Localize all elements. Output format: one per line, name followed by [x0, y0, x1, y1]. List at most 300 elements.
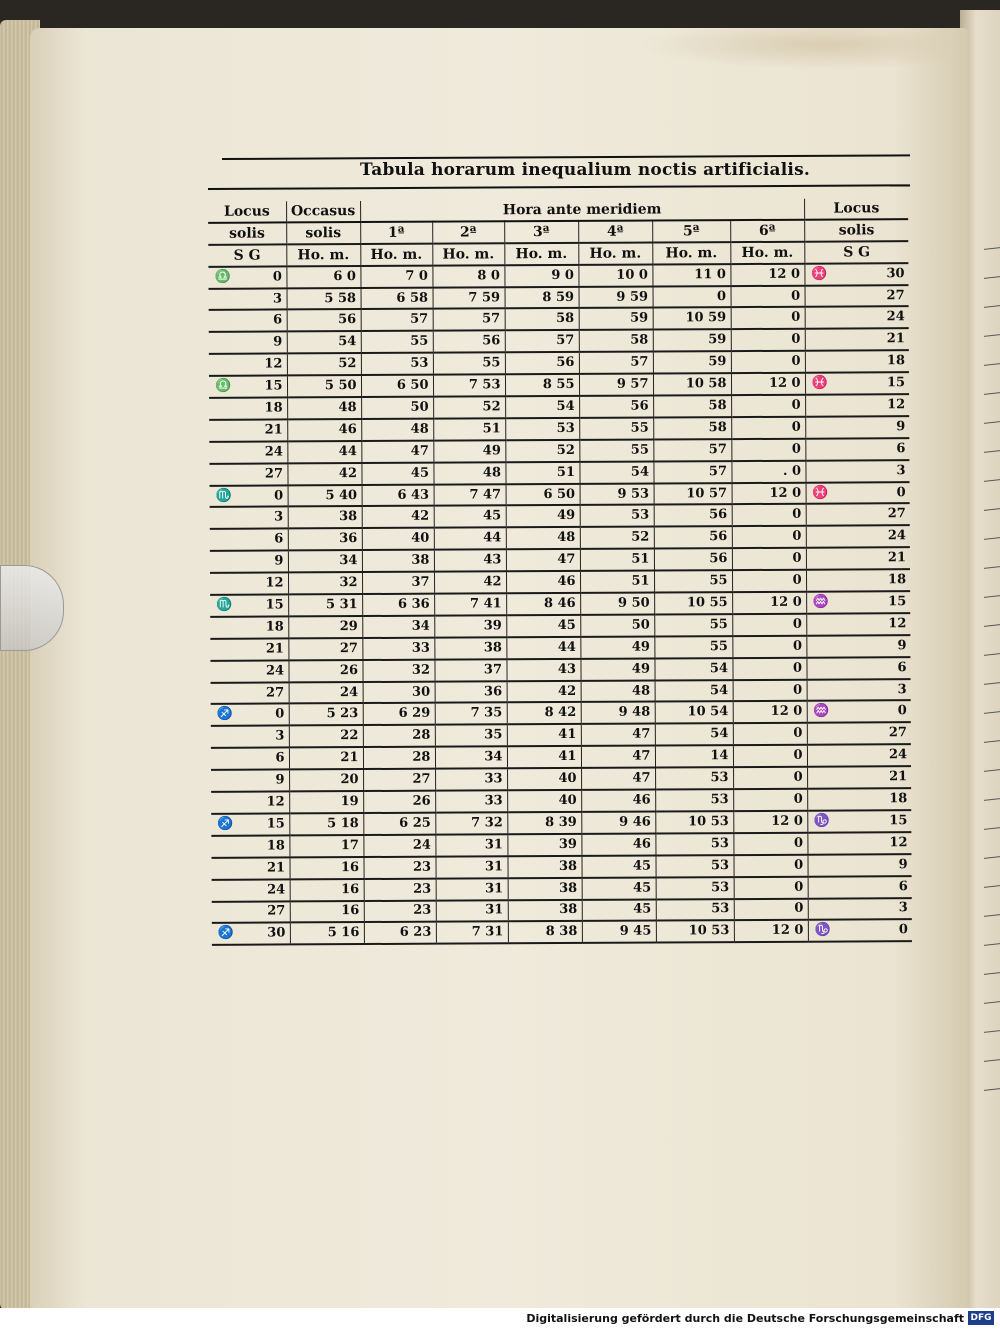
- degree-value: 24: [267, 881, 286, 898]
- cell-hour-3: 54: [505, 396, 579, 418]
- cell-hour-3: 44: [506, 637, 580, 659]
- cell-locus-right: [806, 635, 910, 657]
- degree-value: 27: [887, 506, 906, 522]
- cell-hour-1: 6 29: [363, 703, 435, 725]
- cell-hour-5: 57: [653, 439, 731, 461]
- degree-value: 15: [889, 813, 908, 829]
- degree-value: 0: [275, 706, 285, 722]
- cell-hour-4: 10 0: [578, 264, 652, 286]
- cell-occasus: 44: [287, 441, 361, 463]
- cell-hour-4: 48: [581, 680, 655, 702]
- cell-occasus: 38: [288, 507, 362, 529]
- cell-hour-2: 42: [434, 571, 506, 593]
- cell-hour-5: 0: [653, 286, 731, 308]
- zodiac-sign: ♐: [217, 926, 235, 942]
- cell-occasus: 22: [289, 725, 363, 747]
- header-solis-right: solis: [804, 219, 908, 241]
- cell-hour-3: 49: [506, 505, 580, 527]
- degree-value: 21: [886, 331, 905, 347]
- degree-value: 9: [274, 553, 284, 569]
- zodiac-sign: ♏: [215, 488, 232, 504]
- cell-hour-1: 6 43: [362, 484, 434, 506]
- cell-hour-2: 51: [433, 418, 505, 440]
- cell-locus-left: [210, 551, 288, 573]
- cell-locus-left: [208, 266, 286, 288]
- cell-locus-right: [808, 920, 912, 942]
- cell-hour-3: 51: [505, 462, 579, 484]
- header-hom-5: Ho. m.: [652, 242, 730, 264]
- cell-hour-6: 12 0: [733, 701, 807, 723]
- cell-hour-1: 30: [363, 681, 435, 703]
- cell-hour-2: 38: [434, 637, 506, 659]
- cell-hour-6: 0: [731, 417, 805, 439]
- cell-hour-5: 55: [654, 570, 732, 592]
- cell-hour-2: 43: [434, 550, 506, 572]
- degree-value: 12: [266, 794, 285, 810]
- cell-locus-left: [209, 397, 287, 419]
- cell-locus-right: [806, 504, 910, 526]
- cell-hour-4: 9 53: [580, 483, 654, 505]
- cell-hour-2: 37: [434, 659, 506, 681]
- cell-occasus: 42: [287, 463, 361, 485]
- header-sg-left: S G: [208, 244, 286, 266]
- hours-table: [208, 198, 912, 946]
- cell-hour-2: 7 59: [433, 287, 505, 309]
- cell-locus-left: [210, 660, 288, 682]
- cell-hour-3: 40: [507, 790, 581, 812]
- degree-value: 18: [264, 400, 283, 416]
- cell-hour-2: 34: [435, 747, 507, 769]
- cell-hour-5: 54: [655, 680, 733, 702]
- cell-hour-6: 0: [731, 395, 805, 417]
- cell-hour-3: 6 50: [506, 483, 580, 505]
- header-hom-1: Ho. m.: [360, 243, 432, 265]
- cell-hour-4: 47: [581, 724, 655, 746]
- header-hour-1: 1ª: [360, 222, 432, 244]
- cell-occasus: 46: [287, 419, 361, 441]
- zodiac-sign: ♐: [217, 816, 234, 832]
- cell-hour-5: 14: [655, 745, 733, 767]
- degree-value: 18: [265, 619, 284, 635]
- cell-occasus: 5 58: [287, 288, 361, 310]
- cell-hour-4: 49: [580, 636, 654, 658]
- cell-occasus: 16: [290, 901, 364, 923]
- cell-hour-5: 53: [655, 855, 733, 877]
- cell-hour-2: 55: [433, 353, 505, 375]
- cell-hour-1: 55: [361, 331, 433, 353]
- cell-locus-right: [807, 788, 911, 810]
- degree-value: 6: [275, 750, 285, 766]
- cell-locus-right: [807, 679, 911, 701]
- cell-occasus: 48: [287, 397, 361, 419]
- cell-hour-5: 56: [654, 526, 732, 548]
- degree-value: 18: [266, 838, 285, 854]
- cell-hour-6: 0: [732, 504, 806, 526]
- cell-locus-right: [807, 723, 911, 745]
- degree-value: 12: [265, 575, 284, 591]
- cell-hour-1: 6 25: [363, 813, 435, 835]
- cell-hour-5: 58: [653, 395, 731, 417]
- cell-locus-right: [807, 657, 911, 679]
- cell-locus-right: [805, 438, 909, 460]
- cell-hour-4: 45: [582, 877, 656, 899]
- cell-hour-5: 10 53: [656, 920, 734, 942]
- cell-hour-4: 9 46: [581, 811, 655, 833]
- degree-value: 3: [272, 290, 283, 306]
- cell-hour-3: 9 0: [504, 265, 578, 287]
- degree-value: 6: [897, 659, 907, 675]
- table-title: Tabula horarum inequalium noctis artificialis.: [360, 160, 810, 180]
- cell-locus-right: [805, 285, 909, 307]
- cell-hour-2: 49: [433, 440, 505, 462]
- cell-hour-4: 9 57: [579, 374, 653, 396]
- degree-value: 27: [265, 684, 285, 701]
- cell-hour-5: 10 59: [653, 308, 731, 330]
- cell-occasus: 56: [287, 309, 361, 331]
- degree-value: 9: [273, 334, 283, 350]
- cell-locus-right: [805, 394, 909, 416]
- cell-hour-4: 9 48: [581, 702, 655, 724]
- degree-value: 15: [266, 816, 285, 832]
- cell-hour-4: 52: [580, 527, 654, 549]
- cell-hour-3: 43: [506, 659, 580, 681]
- degree-value: 21: [887, 550, 907, 566]
- cell-hour-2: 7 47: [434, 484, 506, 506]
- cell-locus-left: [212, 879, 290, 901]
- header-hour-6: 6ª: [730, 220, 804, 242]
- cell-locus-right: [805, 329, 909, 351]
- cell-occasus: 17: [289, 835, 363, 857]
- cell-hour-4: 9 50: [580, 593, 654, 615]
- cell-locus-left: [212, 901, 290, 923]
- cell-hour-4: 51: [580, 571, 654, 593]
- header-hour-4: 4ª: [578, 220, 652, 242]
- degree-value: 15: [888, 594, 907, 610]
- header-locus-right: Locus: [804, 198, 908, 219]
- cell-locus-left: [210, 485, 288, 507]
- cell-locus-right: [807, 810, 911, 832]
- cell-hour-6: 0: [731, 351, 805, 373]
- cell-hour-1: 33: [362, 637, 434, 659]
- cell-locus-right: [806, 569, 910, 591]
- degree-value: 9: [275, 772, 285, 788]
- degree-value: 21: [266, 860, 286, 876]
- zodiac-sign: ♓: [810, 266, 828, 282]
- cell-hour-3: 52: [505, 440, 579, 462]
- table-body: [208, 263, 912, 945]
- header-occasus: Occasus: [286, 201, 360, 222]
- cell-hour-2: 31: [436, 878, 508, 900]
- cell-hour-6: 0: [732, 526, 806, 548]
- cell-occasus: 24: [289, 682, 363, 704]
- degree-value: 12: [264, 356, 283, 372]
- cell-hour-1: 53: [361, 353, 433, 375]
- cell-locus-left: [210, 594, 288, 616]
- cell-hour-6: 0: [734, 876, 808, 898]
- cell-hour-3: 39: [507, 834, 581, 856]
- cell-occasus: 5 50: [287, 375, 361, 397]
- degree-value: 0: [897, 703, 907, 719]
- cell-hour-2: 57: [433, 309, 505, 331]
- cell-hour-1: 6 36: [362, 594, 434, 616]
- cell-occasus: 16: [289, 857, 363, 879]
- cell-locus-left: [210, 616, 288, 638]
- cell-locus-right: [807, 744, 911, 766]
- cell-locus-left: [211, 770, 289, 792]
- cell-locus-left: [209, 332, 287, 354]
- cell-hour-3: 8 59: [505, 286, 579, 308]
- cell-hour-2: 7 31: [436, 922, 508, 944]
- cell-hour-3: 47: [506, 549, 580, 571]
- cell-locus-right: [805, 460, 909, 482]
- degree-value: 3: [896, 462, 906, 478]
- cell-locus-left: [211, 813, 289, 835]
- cell-hour-1: 6 58: [361, 287, 433, 309]
- zodiac-sign: ♑: [814, 922, 831, 939]
- cell-hour-6: 0: [733, 767, 807, 789]
- cell-hour-5: 55: [654, 614, 732, 636]
- degree-value: 27: [267, 903, 286, 919]
- footer: [0, 1308, 1000, 1329]
- cell-hour-2: 31: [435, 856, 507, 878]
- cell-occasus: 16: [290, 879, 364, 901]
- degree-value: 0: [896, 484, 906, 500]
- cell-locus-left: [211, 835, 289, 857]
- cell-hour-4: 9 59: [579, 286, 653, 308]
- cell-occasus: 5 31: [288, 594, 362, 616]
- cell-locus-left: [209, 376, 287, 398]
- degree-value: 12: [887, 397, 906, 413]
- cell-hour-1: 28: [363, 725, 435, 747]
- cell-hour-1: 6 50: [361, 375, 433, 397]
- cell-hour-3: 8 55: [505, 374, 579, 396]
- cell-hour-5: 53: [655, 767, 733, 789]
- cell-hour-1: 28: [363, 747, 435, 769]
- cell-hour-5: 53: [656, 899, 734, 921]
- cell-locus-left: [209, 463, 287, 485]
- degree-value: 3: [274, 509, 284, 525]
- degree-value: 27: [888, 725, 907, 741]
- cell-hour-6: 12 0: [730, 263, 804, 285]
- degree-value: 21: [889, 769, 908, 785]
- cell-occasus: 27: [288, 638, 362, 660]
- cell-hour-5: 58: [653, 417, 731, 439]
- header-hom-2: Ho. m.: [432, 243, 504, 265]
- cell-hour-4: 56: [579, 396, 653, 418]
- cell-hour-6: 0: [733, 833, 807, 855]
- cell-locus-right: [805, 350, 909, 372]
- cell-locus-right: [808, 854, 912, 876]
- cell-hour-6: 12 0: [732, 482, 806, 504]
- cell-hour-3: 41: [507, 724, 581, 746]
- cell-locus-right: [806, 613, 910, 635]
- cell-hour-5: 10 58: [653, 373, 731, 395]
- cell-hour-2: 33: [435, 790, 507, 812]
- cell-hour-6: 0: [734, 898, 808, 920]
- cell-hour-3: 38: [508, 878, 582, 900]
- cell-hour-5: 53: [655, 789, 733, 811]
- cell-occasus: 5 18: [289, 813, 363, 835]
- header-hom-4: Ho. m.: [578, 242, 652, 264]
- header-hom-occasus: Ho. m.: [286, 244, 360, 266]
- cell-hour-3: 38: [508, 899, 582, 921]
- cell-hour-1: 23: [364, 900, 436, 922]
- cell-hour-1: 48: [361, 419, 433, 441]
- cell-hour-4: 55: [579, 439, 653, 461]
- cell-locus-left: [209, 354, 287, 376]
- header-solis-left: solis: [208, 222, 286, 244]
- degree-value: 18: [887, 572, 907, 588]
- cell-hour-2: 7 32: [435, 812, 507, 834]
- cell-hour-6: 0: [731, 285, 805, 307]
- cell-hour-3: 56: [505, 352, 579, 374]
- cell-hour-5: 56: [654, 548, 732, 570]
- cell-hour-3: 40: [507, 768, 581, 790]
- cell-hour-6: 0: [732, 570, 806, 592]
- cell-occasus: 6 0: [286, 266, 360, 288]
- cell-hour-5: 10 53: [655, 811, 733, 833]
- cell-locus-right: [806, 482, 910, 504]
- header-hom-3: Ho. m.: [504, 243, 578, 265]
- degree-value: 3: [898, 900, 908, 916]
- cell-hour-3: 8 39: [507, 812, 581, 834]
- cell-occasus: 21: [289, 747, 363, 769]
- facing-page-table-lines: [984, 220, 1000, 1120]
- cell-hour-4: 55: [579, 417, 653, 439]
- paper-stain: [640, 28, 950, 70]
- cell-hour-6: 12 0: [733, 811, 807, 833]
- degree-value: 21: [264, 422, 283, 438]
- cell-locus-left: [209, 419, 287, 441]
- degree-value: 15: [264, 378, 283, 394]
- cell-hour-2: 35: [435, 725, 507, 747]
- cell-hour-2: 7 35: [435, 703, 507, 725]
- cell-hour-4: 47: [581, 746, 655, 768]
- dfg-logo: DFG: [968, 1311, 994, 1325]
- cell-occasus: 5 40: [288, 485, 362, 507]
- header-locus-left: Locus: [208, 201, 286, 222]
- degree-value: 6: [274, 531, 284, 547]
- cell-locus-left: [209, 288, 287, 310]
- cell-hour-6: 0: [733, 679, 807, 701]
- cell-occasus: 5 16: [290, 922, 364, 944]
- degree-value: 27: [886, 287, 905, 303]
- cell-hour-4: 45: [582, 899, 656, 921]
- cell-locus-right: [808, 876, 912, 898]
- header-sg-right: S G: [804, 241, 908, 263]
- cell-hour-6: 0: [732, 614, 806, 636]
- cell-hour-4: 9 45: [582, 921, 656, 943]
- cell-hour-5: 10 57: [654, 483, 732, 505]
- cell-hour-5: 10 54: [655, 702, 733, 724]
- cell-locus-right: [805, 416, 909, 438]
- cell-hour-2: 52: [433, 396, 505, 418]
- cell-occasus: 52: [287, 353, 361, 375]
- cell-hour-4: 51: [580, 549, 654, 571]
- cell-hour-5: 56: [654, 505, 732, 527]
- cell-hour-4: 58: [579, 330, 653, 352]
- cell-occasus: 26: [288, 660, 362, 682]
- zodiac-sign: ♐: [216, 707, 233, 723]
- degree-value: 15: [265, 597, 284, 613]
- degree-value: 0: [272, 269, 282, 285]
- cell-hour-6: 0: [733, 723, 807, 745]
- cell-hour-6: . 0: [731, 460, 805, 482]
- cell-locus-right: [806, 547, 910, 569]
- cell-occasus: 5 23: [289, 704, 363, 726]
- degree-value: 24: [888, 747, 908, 763]
- cell-hour-1: 42: [362, 506, 434, 528]
- degree-value: 6: [273, 312, 283, 328]
- cell-hour-4: 46: [581, 790, 655, 812]
- cell-hour-3: 41: [507, 746, 581, 768]
- cell-hour-5: 57: [653, 461, 731, 483]
- zodiac-sign: ♓: [812, 485, 829, 501]
- cell-locus-left: [210, 638, 288, 660]
- degree-value: 9: [897, 637, 907, 653]
- cell-hour-3: 38: [507, 856, 581, 878]
- cell-occasus: 36: [288, 528, 362, 550]
- cell-hour-6: 12 0: [732, 592, 806, 614]
- cell-hour-6: 0: [731, 307, 805, 329]
- cell-locus-right: [805, 307, 909, 329]
- degree-value: 24: [265, 663, 285, 679]
- zodiac-sign: ♒: [813, 704, 830, 720]
- degree-value: 12: [889, 834, 908, 851]
- cell-hour-2: 44: [434, 528, 506, 550]
- cell-hour-3: 45: [506, 615, 580, 637]
- cell-hour-6: 0: [733, 854, 807, 876]
- header-solis-occasus: solis: [286, 222, 360, 244]
- cell-hour-4: 45: [581, 855, 655, 877]
- cell-hour-5: 11 0: [652, 264, 730, 286]
- cell-hour-5: 53: [656, 877, 734, 899]
- cell-hour-4: 53: [580, 505, 654, 527]
- degree-value: 6: [896, 440, 906, 456]
- header-hour-2: 2ª: [432, 221, 504, 243]
- cell-hour-1: 23: [364, 878, 436, 900]
- cell-hour-1: 45: [361, 462, 433, 484]
- header-hour-5: 5ª: [652, 220, 730, 242]
- cell-hour-2: 31: [435, 834, 507, 856]
- zodiac-sign: ♏: [216, 597, 233, 613]
- degree-value: 12: [888, 616, 907, 632]
- cell-locus-left: [212, 923, 290, 945]
- cell-hour-4: 47: [581, 768, 655, 790]
- cell-locus-right: [805, 372, 909, 394]
- cell-locus-right: [806, 591, 910, 613]
- cell-hour-5: 53: [655, 833, 733, 855]
- cell-hour-6: 0: [733, 745, 807, 767]
- degree-value: 0: [274, 487, 284, 504]
- degree-value: 24: [264, 444, 283, 460]
- degree-value: 24: [886, 309, 905, 325]
- cell-hour-3: 42: [507, 680, 581, 702]
- cell-locus-left: [211, 748, 289, 770]
- cell-hour-2: 56: [433, 331, 505, 353]
- cell-locus-right: [808, 898, 912, 920]
- cell-locus-left: [209, 441, 287, 463]
- cell-occasus: 29: [288, 616, 362, 638]
- cell-hour-5: 55: [654, 636, 732, 658]
- header-hour-3: 3ª: [504, 221, 578, 243]
- cell-locus-left: [211, 682, 289, 704]
- cell-hour-1: 27: [363, 769, 435, 791]
- cell-hour-1: 23: [363, 856, 435, 878]
- cell-locus-right: [806, 526, 910, 548]
- cell-hour-1: 32: [362, 659, 434, 681]
- degree-value: 15: [886, 375, 906, 391]
